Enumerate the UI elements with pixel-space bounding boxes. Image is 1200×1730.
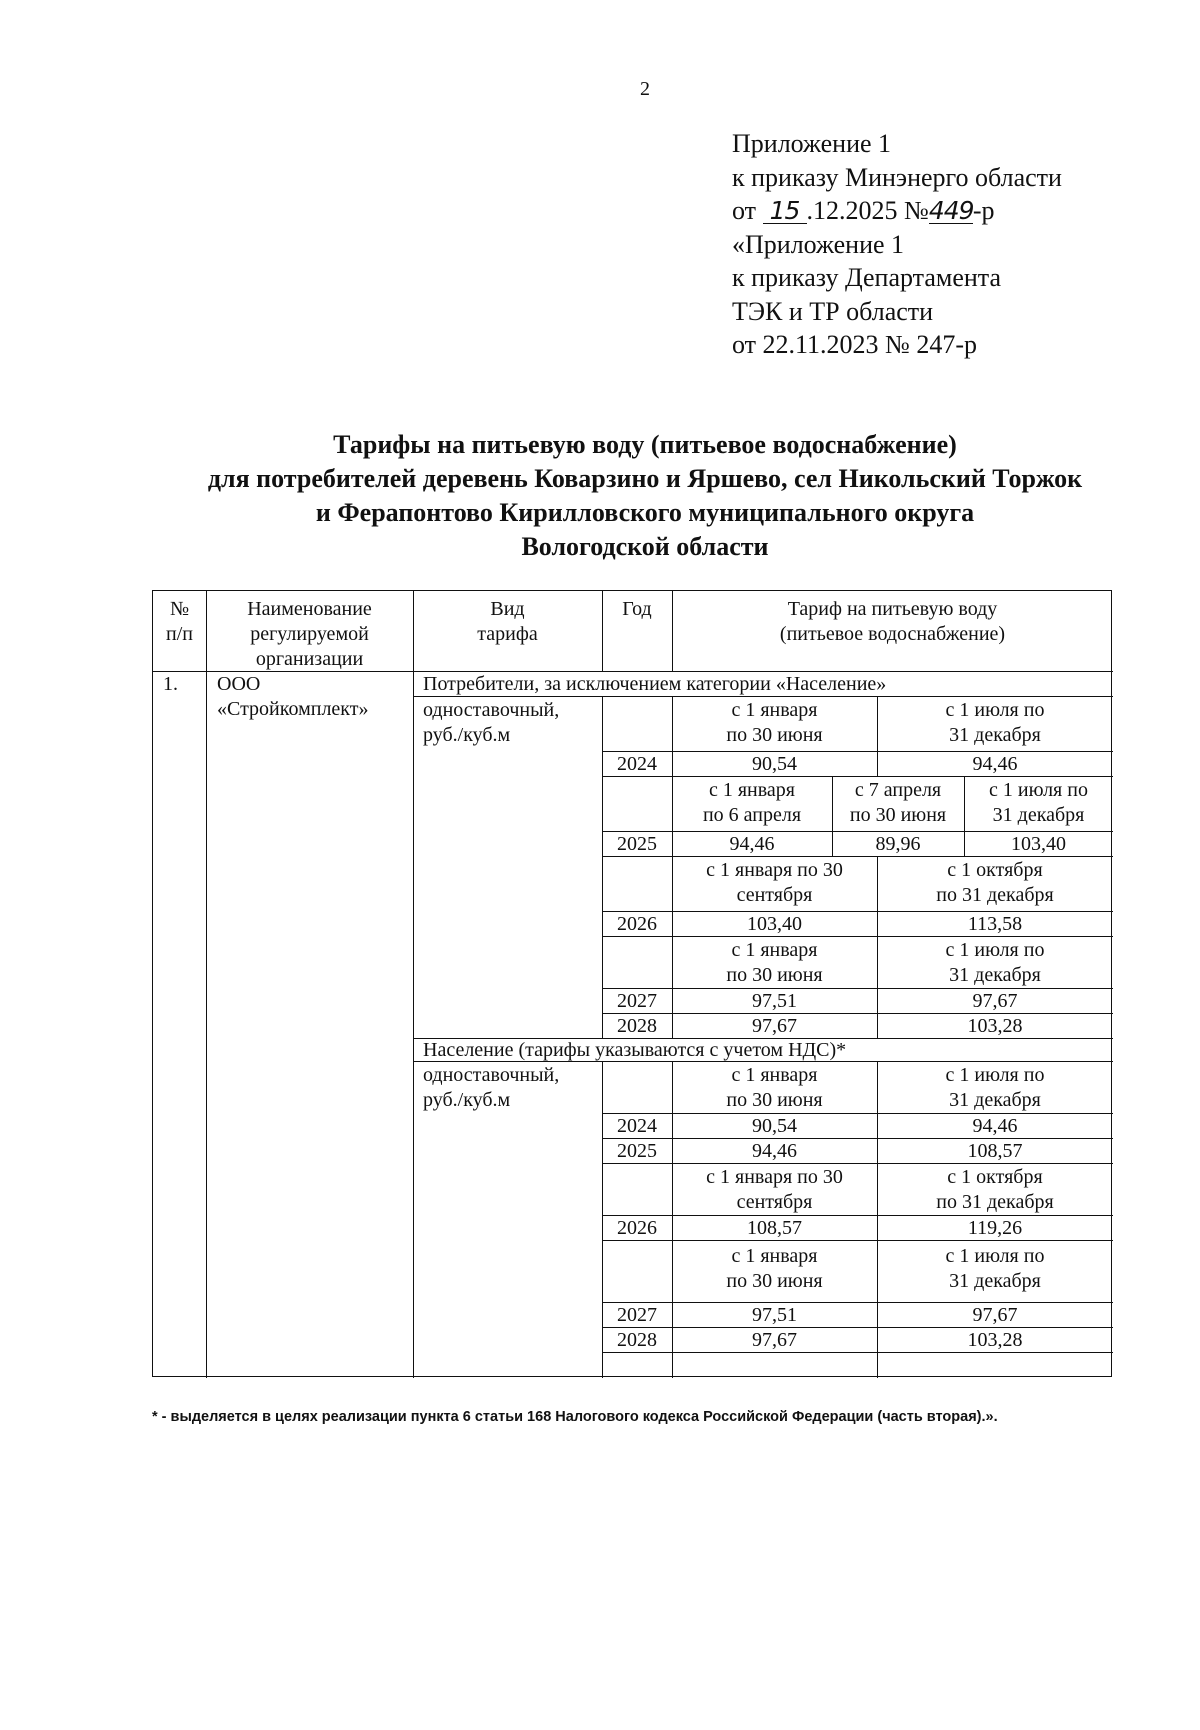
year-cell: 2024: [617, 753, 657, 775]
header-tariff: [672, 597, 1113, 647]
header-type-line-1: Вид: [490, 598, 525, 620]
period-header-line-2: сентября: [736, 1191, 813, 1213]
period-header: [672, 1165, 877, 1215]
header-type: [413, 597, 602, 647]
period-header-line-2: по 31 декабря: [936, 1191, 1054, 1213]
title-line-1: Тарифы на питьевую воду (питьевое водоснабжение): [333, 430, 957, 459]
period-header: [672, 1063, 877, 1113]
year-cell: 2025: [617, 833, 657, 855]
tariff-value: 97,51: [752, 990, 797, 1012]
year-cell: 2026: [617, 1217, 657, 1239]
period-header-line-2: 31 декабря: [949, 964, 1041, 986]
appendix-line-3: [732, 194, 1062, 228]
tariff-value: 97,67: [972, 990, 1018, 1012]
period-header-line-1: с 1 октября: [947, 859, 1043, 881]
col-divider-org: [413, 591, 414, 1378]
period-header: [672, 938, 877, 988]
tariff-type-s1-line-1: одноставочный,: [423, 699, 560, 721]
year-cell: 2026: [617, 913, 657, 935]
period-header: [832, 778, 964, 828]
period-header-line-2: по 30 июня: [726, 964, 823, 986]
appendix-line-5: к приказу Департамента: [732, 263, 1002, 292]
period-header: [964, 778, 1113, 828]
year-cell: 2027: [617, 1304, 657, 1326]
header-org-line-1: Наименование: [247, 598, 372, 620]
year-cell: 2028: [617, 1329, 657, 1351]
tariff-value: 108,57: [967, 1140, 1023, 1162]
tariff-value: 103,40: [1011, 833, 1066, 855]
appendix-line-6: ТЭК и ТР области: [732, 296, 934, 326]
appendix-date-suffix: -р: [972, 196, 995, 225]
tariff-value: 89,96: [875, 833, 921, 855]
period-header: [877, 698, 1113, 748]
header-org: [206, 597, 413, 672]
period-header-line-1: с 1 января: [731, 1245, 818, 1267]
tariff-type-s1-line-2: руб./куб.м: [423, 724, 511, 746]
period-header: [877, 1165, 1113, 1215]
period-header-line-1: с 1 января по 30: [706, 859, 843, 881]
tariff-value: 94,46: [752, 1140, 797, 1162]
footnote: * - выделяется в целях реализации пункта 6 статьи 168 Налогового кодекса Российской Федерации (часть вторая).».: [152, 1409, 998, 1425]
organization-name: [217, 672, 369, 722]
period-header-line-1: с 1 июля по: [945, 1064, 1045, 1086]
period-header-line-1: с 1 января: [731, 939, 818, 961]
header-org-line-2: регулируемой: [250, 623, 369, 645]
period-header: [877, 938, 1113, 988]
organization-name-line-2: «Стройкомплект»: [217, 698, 369, 720]
handwritten-order-number: 449: [928, 196, 974, 225]
tariff-value: 90,54: [752, 753, 797, 775]
handwritten-day: 15: [763, 199, 807, 224]
appendix-header: [732, 127, 1062, 362]
tariff-value: 97,67: [752, 1015, 797, 1037]
section-label-population: Население (тарифы указываются с учетом НДС)*: [423, 1039, 847, 1061]
period-header-line-2: 31 декабря: [992, 804, 1085, 826]
period-header-line-2: по 30 июня: [726, 724, 823, 746]
period-header-line-2: по 30 июня: [726, 1270, 823, 1292]
tariff-type-s1: [423, 698, 559, 748]
header-year: Год: [622, 598, 652, 620]
tariff-value: 113,58: [967, 913, 1023, 935]
tariff-type-s2-line-2: руб./куб.м: [423, 1089, 511, 1111]
title-line-3: и Ферапонтово Кирилловского муниципального округа: [315, 498, 975, 527]
period-header-line-2: 31 декабря: [949, 724, 1041, 746]
period-header-line-1: с 1 января: [731, 1064, 818, 1086]
period-header: [672, 858, 877, 908]
tariff-value: 90,54: [752, 1115, 797, 1137]
row-number: 1.: [163, 673, 178, 695]
period-header-line-1: с 1 января: [708, 779, 796, 801]
tariff-value: 97,67: [752, 1329, 797, 1351]
tariff-table: [152, 590, 1112, 1377]
header-num-line-1: №: [169, 598, 190, 620]
tariff-value: 97,51: [752, 1304, 797, 1326]
tariff-value: 94,46: [972, 1115, 1018, 1137]
period-header-line-1: с 1 июля по: [945, 1245, 1045, 1267]
period-header-line-2: по 31 декабря: [936, 884, 1054, 906]
period-header: [672, 778, 832, 828]
tariff-type-s2: [423, 1063, 559, 1113]
col-divider-num: [206, 591, 207, 1378]
period-header: [877, 858, 1113, 908]
col-divider-type-s1: [602, 696, 603, 1038]
year-cell: 2027: [617, 990, 657, 1012]
appendix-line-1: Приложение 1: [732, 129, 892, 158]
year-cell: 2025: [617, 1140, 657, 1162]
header-num: [153, 597, 206, 647]
tariff-value: 97,67: [972, 1304, 1018, 1326]
period-header: [672, 1244, 877, 1294]
tariff-value: 108,57: [747, 1217, 802, 1239]
section-label-consumers: Потребители, за исключением категории «Население»: [423, 673, 887, 695]
appendix-date-mid: .12.2025 №: [806, 196, 929, 225]
period-header-line-1: с 1 июля по: [945, 939, 1045, 961]
period-header-line-1: с 1 июля по: [945, 699, 1045, 721]
appendix-line-7: от 22.11.2023 № 247-р: [732, 330, 978, 359]
tariff-value: 103,28: [967, 1329, 1023, 1351]
title-line-4: Вологодской области: [521, 532, 769, 561]
appendix-date-prefix: от: [732, 196, 763, 225]
period-header-line-1: с 7 апреля: [854, 779, 942, 801]
header-org-line-3: организации: [255, 648, 364, 670]
period-header-line-2: по 6 апреля: [702, 804, 802, 826]
header-type-line-2: тарифа: [477, 623, 538, 645]
appendix-line-2: к приказу Минэнерго области: [732, 162, 1062, 192]
period-header: [877, 1244, 1113, 1294]
period-header-line-2: сентября: [736, 884, 813, 906]
period-header-line-2: 31 декабря: [949, 1089, 1041, 1111]
period-header-line-1: с 1 октября: [947, 1166, 1043, 1188]
organization-name-line-1: ООО: [217, 673, 261, 695]
period-header-line-1: с 1 июля по: [989, 779, 1088, 801]
period-header: [672, 698, 877, 748]
document-title: [0, 428, 1200, 564]
period-header-line-2: по 30 июня: [849, 804, 947, 826]
period-header: [877, 1063, 1113, 1113]
tariff-value: 94,46: [972, 753, 1018, 775]
tariff-value: 119,26: [967, 1217, 1023, 1239]
period-header-line-1: с 1 января по 30: [706, 1166, 843, 1188]
period-header-line-1: с 1 января: [731, 699, 818, 721]
appendix-line-4: «Приложение 1: [732, 229, 905, 259]
header-num-line-2: п/п: [166, 623, 193, 645]
tariff-type-s2-line-1: одноставочный,: [423, 1064, 560, 1086]
tariff-value: 103,28: [967, 1015, 1023, 1037]
tariff-value: 94,46: [729, 833, 775, 855]
period-header-line-2: 31 декабря: [949, 1270, 1041, 1292]
year-cell: 2024: [617, 1115, 657, 1137]
tariff-value: 103,40: [747, 913, 802, 935]
year-cell: 2028: [617, 1015, 657, 1037]
header-tariff-line-2: (питьевое водоснабжение): [779, 623, 1006, 645]
header-tariff-line-1: Тариф на питьевую воду: [787, 598, 998, 620]
title-line-2: для потребителей деревень Коварзино и Яршево, сел Никольский Торжок: [207, 464, 1083, 493]
page-number: 2: [640, 78, 650, 100]
period-header-line-2: по 30 июня: [726, 1089, 823, 1111]
